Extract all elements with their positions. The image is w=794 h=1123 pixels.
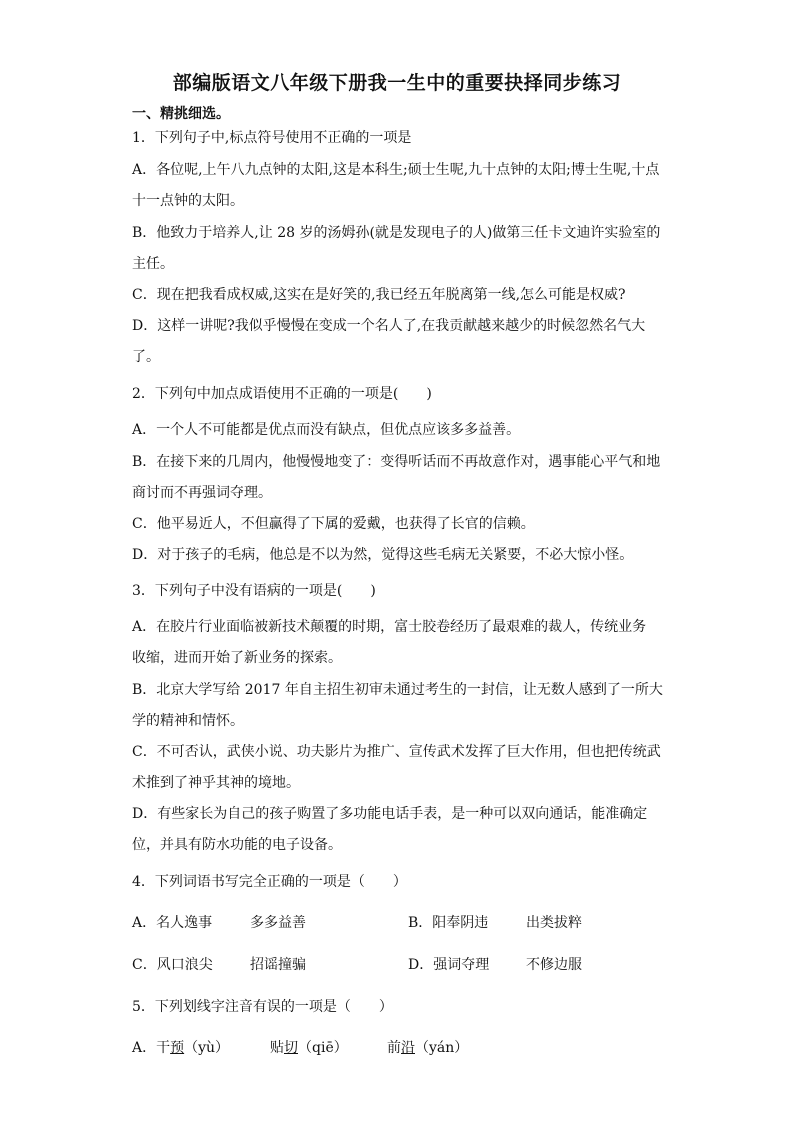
q2-option-a-line1: A．一个人不可能都是优点而没有缺点，但优点应该多多益善。: [132, 422, 521, 438]
q5-a-pinyin: （yù）: [184, 1040, 230, 1056]
q5-w2-prefix: 贴: [270, 1040, 284, 1056]
page-title: 部编版语文八年级下册我一生中的重要抉择同步练习: [172, 72, 622, 94]
q3-option-a-line1: A．在胶片行业面临被新技术颠覆的时期，富士胶卷经历了最艰难的裁人，传统业务: [132, 619, 647, 635]
section-heading: 一、精挑细选。: [132, 106, 230, 122]
q3-option-b-line2: 学的精神和情怀。: [132, 713, 244, 729]
q3-option-b-line1: B．北京大学写给 2017 年自主招生初审未通过考生的一封信，让无数人感到了一所大: [132, 682, 663, 698]
q4-option-d-word2: 不修边服: [526, 957, 582, 973]
q5-w3-prefix: 前: [387, 1040, 401, 1056]
q1-option-a-line2: 十一点钟的太阳。: [132, 193, 244, 209]
q2-option-b-line1: B．在接下来的几周内，他慢慢地变了：变得听话而不再故意作对，遇事能心平气和地: [132, 454, 661, 470]
q4-option-b-word2: 出类拔粹: [526, 915, 582, 931]
q4-stem: 4．下列词语书写完全正确的一项是（ ）: [132, 874, 407, 890]
q3-option-d-line1: D．有些家长为自己的孩子购置了多功能电话手表，是一种可以双向通话，能准确定: [132, 806, 648, 822]
q1-stem: 1．下列句子中,标点符号使用不正确的一项是: [132, 130, 412, 146]
q4-option-c: C．风口浪尖: [132, 957, 213, 973]
q2-option-c-line1: C．他平易近人，不但赢得了下属的爱戴，也获得了长官的信赖。: [132, 516, 535, 532]
q4-option-c-word2: 招谣撞骗: [250, 957, 306, 973]
q5-a-prefix: A．干: [132, 1040, 171, 1056]
q3-option-a-line2: 收缩，进而开始了新业务的探索。: [132, 650, 342, 666]
q5-stem: 5．下列划线字注音有误的一项是（ ）: [132, 999, 393, 1015]
q5-w2-underlined-char: 切: [284, 1040, 298, 1056]
q1-option-d-line2: 了。: [132, 349, 160, 365]
q3-option-d-line2: 位，并具有防水功能的电子设备。: [132, 837, 342, 853]
q1-option-b-line1: B．他致力于培养人,让 28 岁的汤姆孙(就是发现电子的人)做第三任卡文迪许实验室的: [132, 225, 661, 241]
q4-option-a-word2: 多多益善: [250, 915, 306, 931]
q5-w2-pinyin: （qiē）: [298, 1040, 348, 1056]
q5-option-a-word3: [387, 1038, 468, 1058]
q4-option-a: A．名人逸事: [132, 915, 213, 931]
q5-option-a: [132, 1038, 229, 1058]
q1-option-d-line1: D．这样一讲呢?我似乎慢慢在变成一个名人了,在我贡献越来越少的时候忽然名气大: [132, 318, 646, 334]
q4-option-d: D．强词夺理: [408, 957, 490, 973]
q1-option-a-line1: A．各位呢,上午八九点钟的太阳,这是本科生;硕士生呢,九十点钟的太阳;博士生呢,十点: [132, 162, 660, 178]
q5-w3-pinyin: （yán）: [415, 1040, 469, 1056]
q2-option-b-line2: 商讨而不再强词夺理。: [132, 485, 272, 501]
q2-option-d-line1: D．对于孩子的毛病，他总是不以为然，觉得这些毛病无关紧要，不必大惊小怪。: [132, 547, 634, 563]
q5-option-a-word2: [270, 1038, 348, 1058]
q3-option-c-line1: C．不可否认，武侠小说、功夫影片为推广、宣传武术发挥了巨大作用，但也把传统武: [132, 744, 661, 760]
q5-a-underlined-char: 预: [170, 1040, 185, 1056]
q2-stem: 2．下列句中加点成语使用不正确的一项是( ): [132, 386, 432, 402]
q5-w3-underlined-char: 沿: [401, 1040, 415, 1056]
q3-option-c-line2: 术推到了神乎其神的境地。: [132, 775, 300, 791]
q3-stem: 3．下列句子中没有语病的一项是( ): [132, 583, 376, 599]
q4-option-b: B．阳奉阴违: [408, 915, 489, 931]
q1-option-b-line2: 主任。: [132, 256, 174, 272]
q1-option-c-line1: C．现在把我看成权威,这实在是好笑的,我已经五年脱离第一线,怎么可能是权威?: [132, 287, 626, 303]
